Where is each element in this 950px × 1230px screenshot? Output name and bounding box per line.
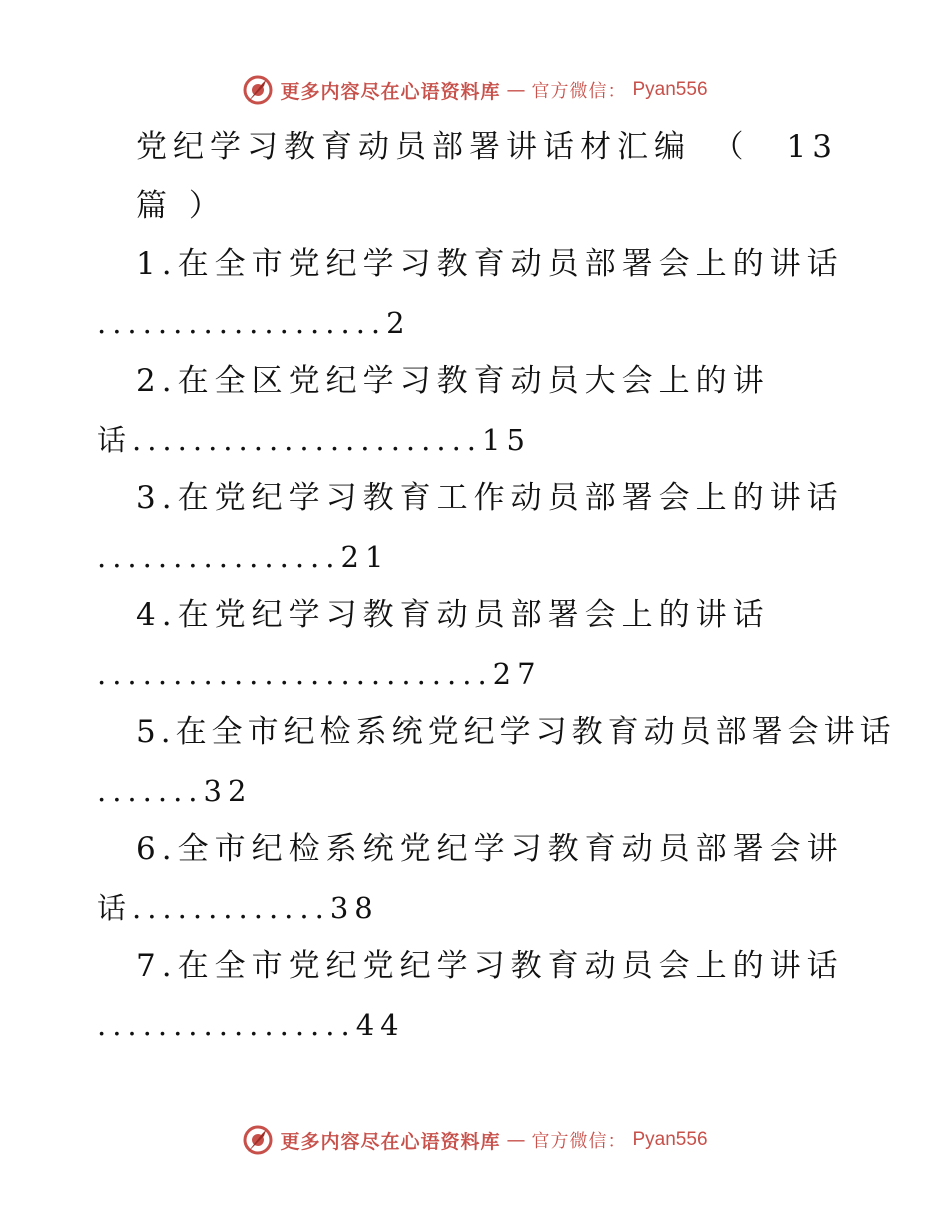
toc-item-3-title: 3.在党纪学习教育工作动员部署会上的讲话	[136, 480, 844, 516]
watermark-site-text: 更多内容尽在心语资料库	[280, 1130, 501, 1153]
toc-item-6-title: 6.全市纪检系统党纪学习教育动员部署会讲	[136, 831, 844, 867]
toc-item-4-title: 4.在党纪学习教育动员部署会上的讲话	[136, 597, 770, 633]
watermark-official-label: 官方微信：	[531, 1131, 627, 1152]
header-watermark	[0, 72, 950, 108]
footer-watermark	[0, 1122, 950, 1158]
toc-item-5-leader: .......32	[97, 774, 253, 808]
watermark-official-label: 官方微信：	[531, 81, 627, 102]
toc-item-1-title: 1.在全市党纪学习教育动员部署会上的讲话	[136, 246, 844, 282]
toc-item-7-title: 7.在全市党纪党纪学习教育动员会上的讲话	[136, 948, 844, 984]
toc-item-5-title: 5.在全市纪检系统党纪学习教育动员部署会讲话	[136, 714, 896, 750]
watermark-wechat-id: Pyan556	[632, 79, 708, 100]
watermark-dash: —	[506, 79, 526, 101]
toc-item-2-title: 2.在全区党纪学习教育动员大会上的讲	[136, 363, 770, 399]
watermark-dash: —	[506, 1129, 526, 1151]
watermark-site-text: 更多内容尽在心语资料库	[280, 80, 501, 103]
quill-logo-icon	[242, 1124, 274, 1156]
toc-item-7-leader: .................44	[97, 1008, 405, 1042]
document-title-line-1: 党纪学习教育动员部署讲话材汇编 （ 13	[136, 129, 838, 165]
toc-item-4-leader: ..........................27	[97, 657, 542, 691]
toc-item-2-leader: 话.......................15	[97, 423, 531, 457]
document-title-line-2: 篇 ）	[136, 188, 226, 224]
toc-item-6-leader: 话.............38	[97, 891, 379, 925]
toc-item-1-leader: ...................2	[97, 306, 411, 340]
toc-item-3-leader: ................21	[97, 540, 390, 574]
quill-logo-icon	[242, 74, 274, 106]
watermark-wechat-id: Pyan556	[632, 1129, 708, 1150]
